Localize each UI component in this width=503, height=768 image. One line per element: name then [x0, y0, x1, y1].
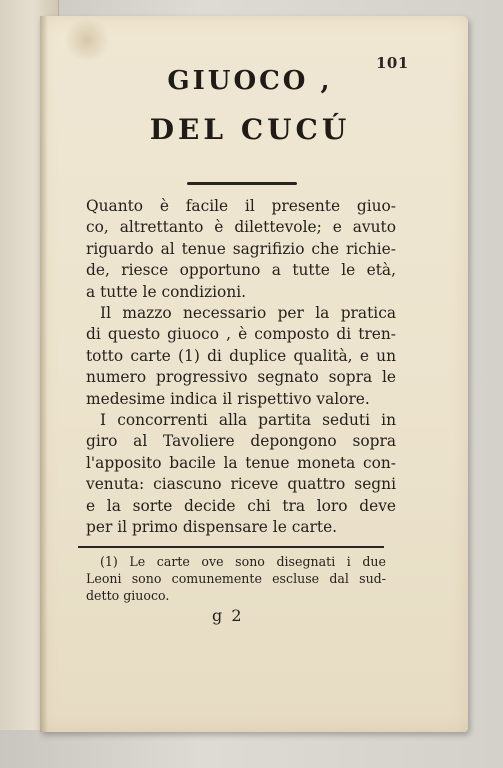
title-divider	[187, 182, 297, 185]
body-line: e la sorte decide chi tra loro deve	[86, 496, 396, 515]
page-title-line-1: GIUOCO ,	[167, 66, 333, 96]
footnote-line: (1) Le carte ove sono disegnati i due	[100, 554, 386, 569]
body-line: co, altrettanto è dilettevole; e avuto	[86, 218, 396, 237]
footnote	[86, 553, 386, 604]
body-line: venuta: ciascuno riceve quattro segni	[86, 475, 396, 494]
body-text	[86, 196, 396, 539]
body-line: per il primo dispensare le carte.	[86, 518, 338, 537]
page-binding-shadow	[40, 16, 48, 732]
body-line: di questo giuoco , è composto di tren-	[86, 325, 396, 344]
body-line: l'apposito bacile la tenue moneta con-	[86, 453, 396, 472]
body-line: Quanto è facile il presente giuo-	[86, 197, 396, 215]
page-title-line-2: DEL CUCÚ	[149, 113, 351, 146]
page-number: 101	[376, 54, 409, 72]
body-line: I concorrenti alla partita seduti in	[100, 411, 396, 430]
page-stain	[62, 20, 112, 60]
body-line: medesime indica il rispettivo valore.	[86, 389, 370, 408]
body-line: giro al Tavoliere depongono sopra	[86, 432, 396, 451]
body-line: riguardo al tenue sagrifizio che richie-	[86, 239, 396, 258]
footnote-divider	[78, 546, 384, 548]
body-line: de, riesce opportuno a tutte le età,	[86, 261, 396, 280]
body-line: totto carte (1) di duplice qualità, e un	[86, 346, 396, 365]
body-line: a tutte le condizioni.	[86, 282, 247, 301]
footnote-line: detto giuoco.	[86, 588, 170, 603]
footnote-line: Leoni sono comunemente escluse dal sud-	[86, 571, 386, 586]
body-line: Il mazzo necessario per la pratica	[100, 304, 396, 323]
body-line: numero progressivo segnato sopra le	[86, 368, 396, 387]
signature-mark: g 2	[212, 606, 244, 625]
